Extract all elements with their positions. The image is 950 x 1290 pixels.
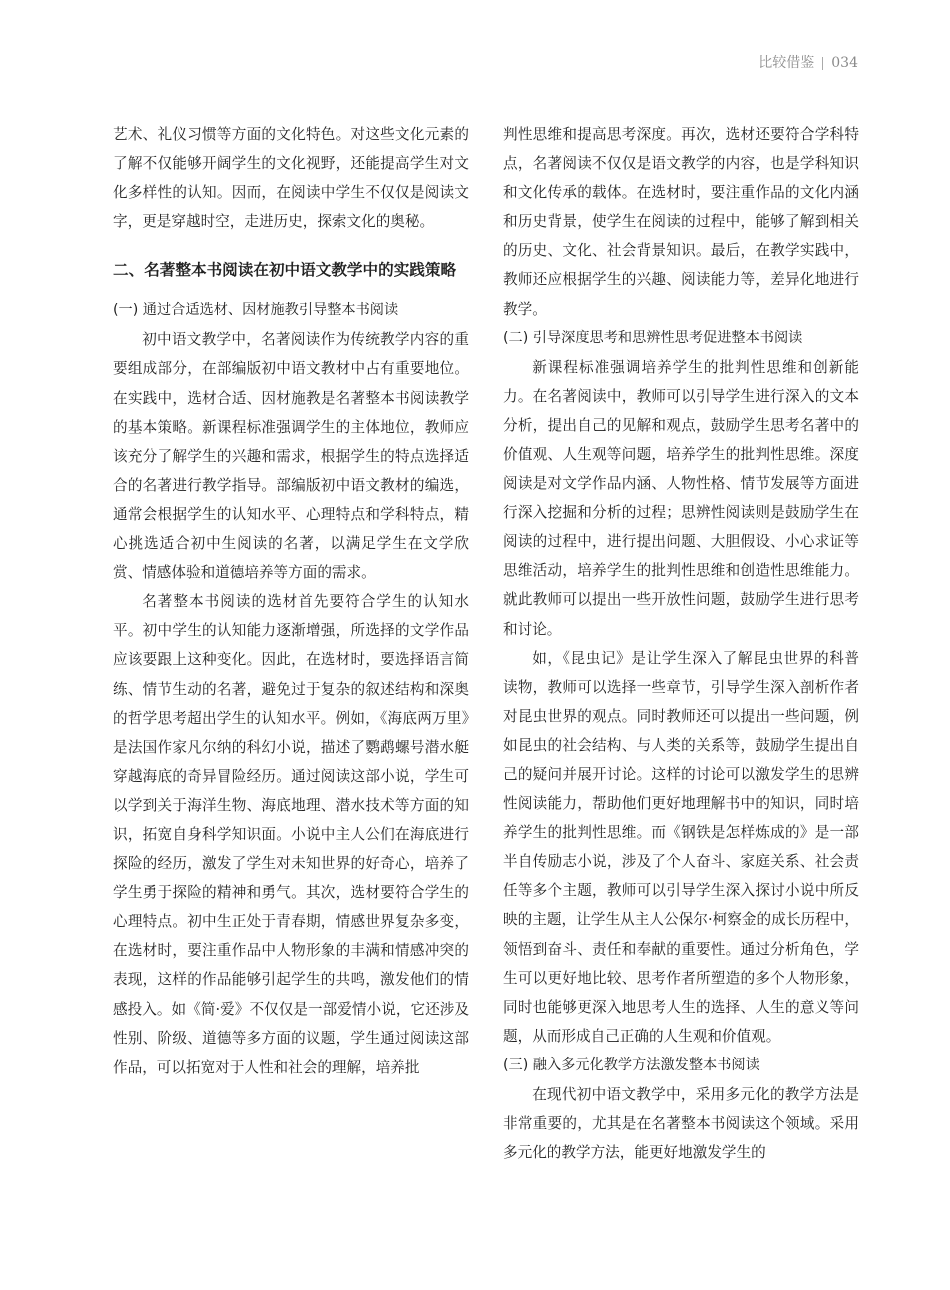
paragraph: 新课程标准强调培养学生的批判性思维和创新能力。在名著阅读中，教师可以引导学生进行深入的文本分析，提出自己的见解和观点，鼓励学生思考名著中的价值观、人生观等问题，培养学生的批判性思维。深度阅读是对文学作品内涵、人物性格、情节发展等方面进行深入挖掘和分析的过程；思辨性阅读则是鼓励学生在阅读的过程中，进行提出问题、大胆假设、小心求证等思维活动，培养学生的批判性思维和创造性思维能力。就此教师可以提出一些开放性问题，鼓励学生进行思考和讨论。: [503, 358, 859, 638]
left-column: [113, 120, 469, 1082]
right-column: [503, 120, 859, 1167]
paragraph-continued: 判性思维和提高思考深度。再次，选材还要符合学科特点，名著阅读不仅仅是语文教学的内容，也是学科知识和文化传承的载体。在选材时，要注重作品的文化内涵和历史背景，使学生在阅读的过程中，能够了解到相关的历史、文化、社会背景知识。最后，在教学实践中，教师还应根据学生的兴趣、阅读能力等，差异化地进行教学。: [503, 126, 859, 318]
paragraph: 如，《昆虫记》是让学生深入了解昆虫世界的科普读物，教师可以选择一些章节，引导学生深入剖析作者对昆虫世界的观点。同时教师还可以提出一些问题，例如昆虫的社会结构、与人类的关系等，鼓励学生提出自己的疑问并展开讨论。这样的讨论可以激发学生的思辨性阅读能力，帮助他们更好地理解书中的知识，同时培养学生的批判性思维。而《钢铁是怎样炼成的》是一部半自传励志小说，涉及了个人奋斗、家庭关系、社会责任等多个主题，教师可以引导学生深入探讨小说中所反映的主题，让学生从主人公保尔·柯察金的成长历程中，领悟到奋斗、责任和奉献的重要性。通过分析角色，学生可以更好地比较、思考作者所塑造的多个人物形象，同时也能够更深入地思考人生的选择、人生的意义等问题，从而形成自己正确的人生观和价值观。: [503, 649, 859, 1045]
running-header: [758, 52, 858, 72]
paragraph: 名著整本书阅读的选材首先要符合学生的认知水平。初中学生的认知能力逐渐增强，所选择的文学作品应该要跟上这种变化。因此，在选材时，要选择语言简练、情节生动的名著，避免过于复杂的叙述结构和深奥的哲学思考超出学生的认知水平。例如，《海底两万里》是法国作家凡尔纳的科幻小说，描述了鹦鹉螺号潜水艇穿越海底的奇异冒险经历。通过阅读这部小说，学生可以学到关于海洋生物、海底地理、潜水技术等方面的知识，拓宽自身科学知识面。小说中主人公们在海底进行探险的经历，激发了学生对未知世界的好奇心，培养了学生勇于探险的精神和勇气。其次，选材要符合学生的心理特点。初中生正处于青春期，情感世界复杂多变，在选材时，要注重作品中人物形象的丰满和情感冲突的表现，这样的作品能够引起学生的共鸣，激发他们的情感投入。如《简·爱》不仅仅是一部爱情小说，它还涉及性别、阶级、道德等多方面的议题，学生通过阅读这部作品，可以拓宽对于人性和社会的理解，培养批: [113, 593, 469, 1076]
header-section-title: 比较借鉴: [758, 55, 815, 71]
subsection-heading: (三) 融入多元化教学方法激发整本书阅读: [503, 1056, 760, 1073]
paragraph-continued: 艺术、礼仪习惯等方面的文化特色。对这些文化元素的了解不仅能够开阔学生的文化视野，还能提高学生对文化多样性的认知。因而，在阅读中学生不仅仅是阅读文字，更是穿越时空，走进历史，探索文化的奥秘。: [113, 126, 469, 231]
subsection-heading: (二) 引导深度思考和思辨性思考促进整本书阅读: [503, 329, 803, 346]
paragraph: 初中语文教学中，名著阅读作为传统教学内容的重要组成部分，在部编版初中语文教材中占有重要地位。在实践中，选材合适、因材施教是名著整本书阅读教学的基本策略。新课程标准强调学生的主体地位，教师应该充分了解学生的兴趣和需求，根据学生的特点选择适合的名著进行教学指导。部编版初中语文教材的编选，通常会根据学生的认知水平、心理特点和学科特点，精心挑选适合初中生阅读的名著，以满足学生在文学欣赏、情感体验和道德培养等方面的需求。: [113, 331, 469, 582]
subsection-heading: (一) 通过合适选材、因材施教引导整本书阅读: [113, 302, 399, 319]
page-number: 034: [831, 55, 858, 71]
section-heading: 二、名著整本书阅读在初中语文教学中的实践策略: [113, 261, 457, 280]
paragraph: 在现代初中语文教学中，采用多元化的教学方法是非常重要的，尤其是在名著整本书阅读这个领域。采用多元化的教学方法，能更好地激发学生的: [503, 1085, 859, 1162]
header-divider: [822, 57, 823, 70]
